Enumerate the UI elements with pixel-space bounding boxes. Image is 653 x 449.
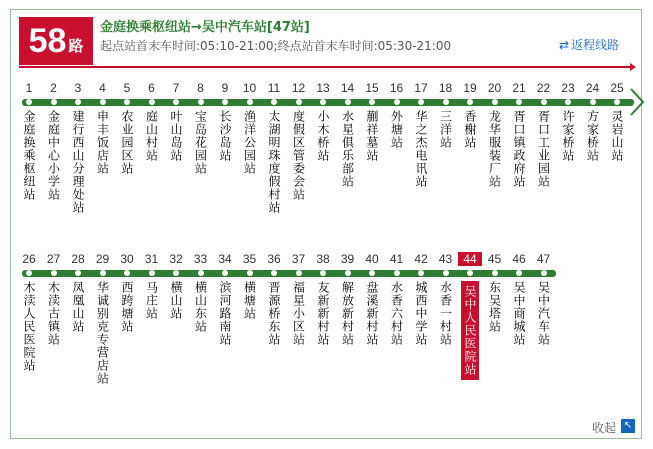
station-stop[interactable] — [189, 252, 213, 333]
route-title: 金庭换乘枢纽站→吴中汽车站[47站] — [100, 20, 310, 35]
stop-dot-icon — [124, 270, 130, 276]
stop-number: 37 — [291, 252, 306, 266]
stop-name: 胥口工业园站 — [536, 110, 551, 188]
return-route-label: 返程线路 — [571, 38, 620, 52]
station-stop[interactable] — [458, 252, 482, 380]
stop-number: 18 — [438, 81, 453, 95]
stop-number: 35 — [242, 252, 257, 266]
stop-number: 7 — [172, 81, 180, 95]
stop-number: 13 — [316, 81, 330, 95]
stop-number: 40 — [365, 252, 379, 266]
stop-name: 木渎古镇站 — [46, 281, 61, 346]
stop-name: 渔洋公园站 — [242, 110, 257, 175]
stop-name: 友新新村站 — [316, 281, 330, 346]
stop-name: 胥口镇政府站 — [512, 110, 526, 188]
stop-name: 叶山岛站 — [169, 110, 183, 162]
stop-name: 金庭换乘枢纽站 — [22, 110, 36, 201]
stop-number: 10 — [242, 81, 257, 95]
station-stop[interactable] — [532, 81, 556, 188]
stop-number: 16 — [389, 81, 404, 95]
stop-name: 度假区管委会站 — [291, 110, 306, 201]
stop-dot-icon — [394, 99, 400, 105]
station-stop[interactable] — [385, 252, 409, 346]
stop-name: 吴中汽车站 — [536, 281, 551, 346]
stop-name: 横山东站 — [193, 281, 208, 333]
stop-dot-icon — [222, 99, 228, 105]
stop-number: 28 — [71, 252, 85, 266]
stop-dot-icon — [296, 99, 302, 105]
stop-dot-icon — [492, 99, 498, 105]
station-stop[interactable] — [409, 81, 433, 188]
stop-number: 27 — [46, 252, 61, 266]
station-stop[interactable] — [213, 81, 237, 162]
line-unit: 路 — [68, 36, 84, 55]
swap-arrows-icon: ⇄ — [559, 38, 570, 52]
stop-number: 20 — [487, 81, 502, 95]
stop-dot-icon — [467, 270, 473, 276]
stop-dot-icon — [75, 270, 81, 276]
stop-number: 11 — [267, 81, 281, 95]
stop-dot-icon — [394, 270, 400, 276]
stop-name: 水星俱乐部站 — [340, 110, 355, 188]
stop-dot-icon — [516, 270, 522, 276]
stop-name: 水香六村站 — [389, 281, 404, 346]
stop-dot-icon — [26, 99, 32, 105]
stop-name: 许家桥站 — [561, 110, 575, 162]
stop-name: 方家桥站 — [585, 110, 600, 162]
stop-number: 39 — [340, 252, 355, 266]
stop-dot-icon — [345, 99, 351, 105]
stop-dot-icon — [198, 270, 204, 276]
station-stop[interactable] — [336, 252, 360, 346]
stop-dot-icon — [75, 99, 81, 105]
station-stop[interactable] — [556, 81, 580, 162]
station-stop[interactable] — [385, 81, 409, 149]
stop-number: 9 — [221, 81, 229, 95]
stop-dot-icon — [222, 270, 228, 276]
station-stop[interactable] — [115, 252, 139, 333]
stop-number: 4 — [99, 81, 106, 95]
station-stop[interactable] — [213, 252, 237, 346]
stop-number: 17 — [414, 81, 428, 95]
stop-dot-icon — [467, 99, 473, 105]
station-stop[interactable] — [189, 81, 213, 175]
track-turn-icon — [630, 88, 646, 118]
stop-number: 2 — [50, 81, 57, 95]
stop-dot-icon — [271, 270, 277, 276]
stop-dot-icon — [100, 99, 106, 105]
station-stop[interactable] — [434, 252, 458, 346]
station-stop[interactable] — [287, 252, 311, 346]
station-stop[interactable] — [311, 81, 335, 162]
station-stop[interactable] — [91, 252, 115, 385]
station-stop[interactable] — [507, 252, 531, 346]
station-stop[interactable] — [507, 81, 531, 188]
stop-number: 31 — [144, 252, 159, 266]
stop-number: 14 — [340, 81, 355, 95]
stop-dot-icon — [173, 270, 179, 276]
stop-dot-icon — [614, 99, 620, 105]
stop-number: 1 — [25, 81, 33, 95]
stop-number: 12 — [291, 81, 306, 95]
stop-number: 44 — [458, 252, 482, 266]
stop-dot-icon — [149, 99, 155, 105]
stop-dot-icon — [100, 270, 106, 276]
station-stop[interactable] — [360, 252, 384, 346]
stop-dot-icon — [296, 270, 302, 276]
stop-dot-icon — [541, 270, 547, 276]
station-stop[interactable] — [262, 252, 286, 346]
schedule-text: 起点站首末车时间:05:10-21:00;终点站首末车时间:05:30-21:00 — [100, 39, 452, 53]
station-stop[interactable] — [238, 252, 262, 320]
stop-name: 申丰饭店站 — [95, 110, 110, 175]
stop-name: 盘溪新村站 — [365, 281, 379, 346]
stop-number: 8 — [197, 81, 204, 95]
stop-dot-icon — [271, 99, 277, 105]
stop-name: 东吴塔站 — [487, 281, 502, 333]
stop-name: 建行西山分理处站 — [71, 110, 85, 214]
stop-dot-icon — [590, 99, 596, 105]
stop-number: 26 — [22, 252, 36, 266]
station-stop[interactable] — [262, 81, 286, 214]
line-number: 58 — [28, 22, 67, 60]
station-stop[interactable] — [483, 252, 507, 333]
stop-number: 47 — [536, 252, 551, 266]
stop-number: 24 — [585, 81, 600, 95]
stop-name: 晋源桥东站 — [267, 281, 281, 346]
stop-number: 32 — [169, 252, 183, 266]
stop-number: 42 — [414, 252, 428, 266]
stop-name: 凤凰山站 — [71, 281, 85, 333]
stop-name: 三洋站 — [438, 110, 453, 149]
stop-name: 福星小区站 — [291, 281, 306, 346]
stop-dot-icon — [26, 270, 32, 276]
stop-dot-icon — [443, 99, 449, 105]
stop-number: 41 — [389, 252, 404, 266]
stop-number: 22 — [536, 81, 551, 95]
stop-dot-icon — [51, 99, 57, 105]
stop-name: 城西中学站 — [414, 281, 428, 346]
stop-name: 香榭站 — [463, 110, 477, 149]
stop-number: 45 — [487, 252, 502, 266]
stop-name: 龙华服装厂站 — [487, 110, 502, 188]
station-stop[interactable] — [311, 252, 335, 346]
stop-name: 蒯祥墓站 — [365, 110, 379, 162]
stop-dot-icon — [173, 99, 179, 105]
stop-number: 23 — [561, 81, 575, 95]
station-stop[interactable] — [483, 81, 507, 188]
station-stop[interactable] — [66, 252, 90, 333]
stop-dot-icon — [541, 99, 547, 105]
stop-name: 宝岛花园站 — [193, 110, 208, 175]
stop-name: 农业园区站 — [120, 110, 134, 175]
stop-name: 华之杰电讯站 — [414, 110, 428, 188]
stop-dot-icon — [149, 270, 155, 276]
stop-number: 33 — [193, 252, 208, 266]
stop-name: 解放新村站 — [340, 281, 355, 346]
station-stop[interactable] — [238, 81, 262, 175]
stop-name: 木渎人民医院站 — [22, 281, 36, 372]
stop-dot-icon — [443, 270, 449, 276]
return-route-link[interactable] — [559, 36, 619, 53]
stop-dot-icon — [320, 270, 326, 276]
stop-name: 马庄站 — [144, 281, 159, 320]
station-stop[interactable] — [434, 81, 458, 149]
station-stop[interactable] — [336, 81, 360, 188]
stop-name: 外塘站 — [389, 110, 404, 149]
stop-name: 吴中人民医院站 — [461, 281, 479, 380]
station-stop[interactable] — [42, 252, 66, 346]
stop-name: 庭山村站 — [144, 110, 159, 162]
stop-dot-icon — [565, 99, 571, 105]
stop-name: 金庭中心小学站 — [46, 110, 61, 201]
station-stop[interactable] — [140, 81, 164, 162]
stop-number: 3 — [74, 81, 82, 95]
station-stop[interactable] — [17, 81, 41, 201]
stop-number: 15 — [365, 81, 379, 95]
stop-dot-icon — [320, 99, 326, 105]
station-stop[interactable] — [287, 81, 311, 201]
stop-name: 吴中商城站 — [512, 281, 526, 346]
divider-arrow-icon — [630, 63, 636, 71]
stop-dot-icon — [247, 99, 253, 105]
stop-number: 25 — [610, 81, 624, 95]
stop-dot-icon — [198, 99, 204, 105]
stop-dot-icon — [516, 99, 522, 105]
station-stop[interactable] — [164, 252, 188, 320]
stop-number: 46 — [512, 252, 526, 266]
stop-name: 长沙岛站 — [218, 110, 232, 162]
stop-number: 34 — [218, 252, 232, 266]
stop-number: 6 — [148, 81, 155, 95]
stop-dot-icon — [369, 270, 375, 276]
stop-number: 43 — [438, 252, 453, 266]
station-stop[interactable] — [409, 252, 433, 346]
stop-name: 灵岩山站 — [610, 110, 624, 162]
stop-dot-icon — [492, 270, 498, 276]
stop-name: 太湖明珠度假村站 — [267, 110, 281, 214]
stop-name: 横山站 — [169, 281, 183, 320]
stop-name: 小木桥站 — [316, 110, 330, 162]
collapse-arrow-icon[interactable]: ↖ — [621, 419, 635, 433]
stop-name: 水香一村站 — [438, 281, 453, 346]
station-stop[interactable] — [458, 81, 482, 149]
station-stop[interactable] — [66, 81, 90, 214]
stop-number: 19 — [463, 81, 477, 95]
stop-dot-icon — [51, 270, 57, 276]
stop-name: 横塘站 — [242, 281, 257, 320]
stop-number: 29 — [95, 252, 110, 266]
stop-number: 21 — [512, 81, 526, 95]
station-stop[interactable] — [164, 81, 188, 162]
stop-dot-icon — [124, 99, 130, 105]
stop-dot-icon — [418, 270, 424, 276]
header-divider — [19, 66, 631, 68]
station-stop[interactable] — [532, 252, 556, 346]
stop-number: 30 — [120, 252, 134, 266]
station-stop[interactable] — [605, 81, 629, 162]
stop-name: 滨河路南站 — [218, 281, 232, 346]
stop-dot-icon — [418, 99, 424, 105]
stop-name: 西跨塘站 — [120, 281, 134, 333]
stop-number: 36 — [267, 252, 281, 266]
station-stop[interactable] — [360, 81, 384, 162]
stop-dot-icon — [247, 270, 253, 276]
stop-number: 5 — [123, 81, 131, 95]
stop-dot-icon — [345, 270, 351, 276]
stop-name: 华诚别克专营店站 — [95, 281, 110, 385]
line-number-badge — [19, 17, 93, 65]
station-stop[interactable] — [581, 81, 605, 162]
station-stop[interactable] — [91, 81, 115, 175]
station-stop[interactable] — [140, 252, 164, 320]
stop-dot-icon — [369, 99, 375, 105]
station-stop[interactable] — [42, 81, 66, 201]
station-stop[interactable] — [115, 81, 139, 175]
stop-number: 38 — [316, 252, 330, 266]
collapse-link[interactable]: 收起 — [592, 421, 617, 435]
station-stop[interactable] — [17, 252, 41, 372]
